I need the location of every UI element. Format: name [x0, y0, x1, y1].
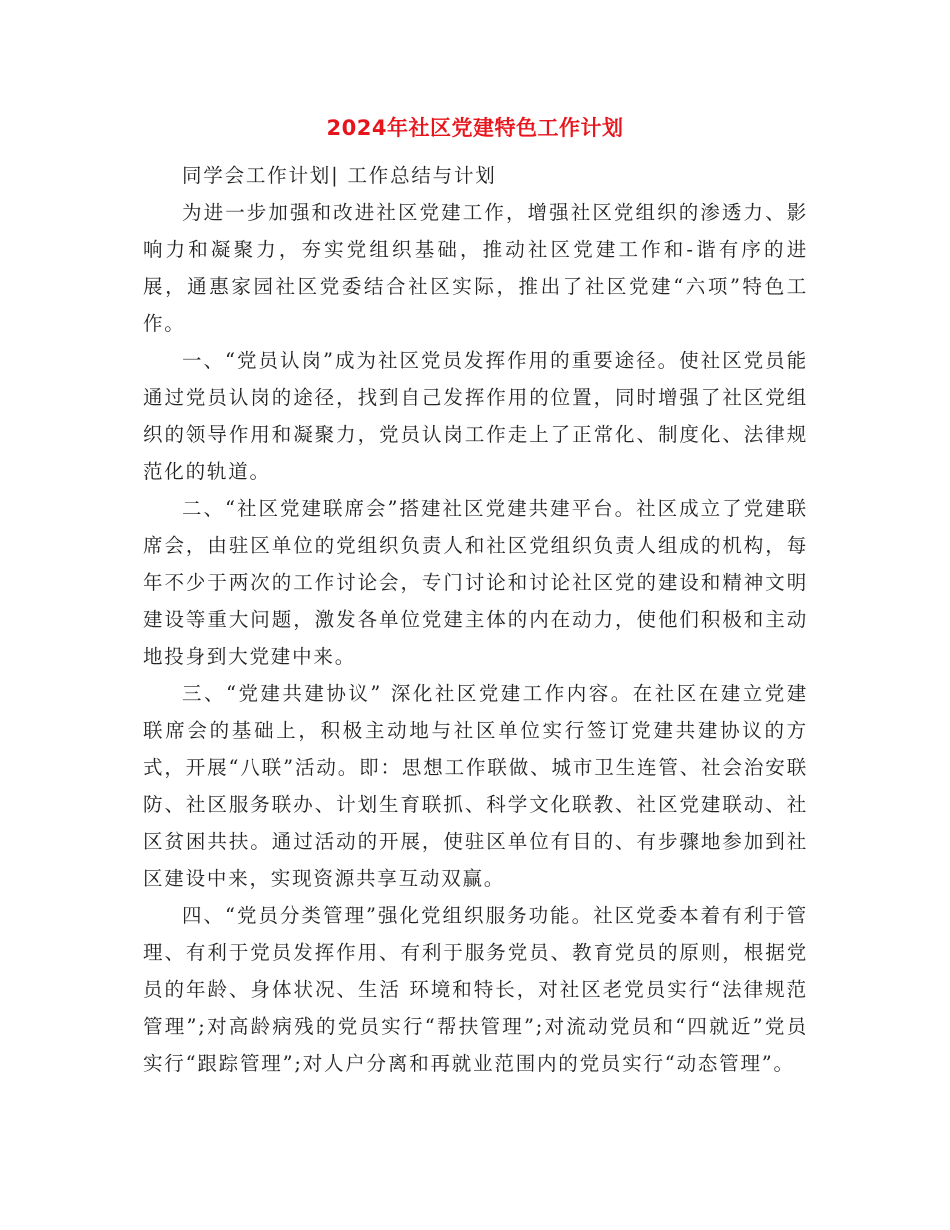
document-title: 2024年社区党建特色工作计划 — [326, 116, 624, 140]
document-body — [143, 157, 808, 1082]
paragraph-section-2: 二、“社区党建联席会”搭建社区党建共建平台。社区成立了党建联席会，由驻区单位的党组织负责人和社区党组织负责人组成的机构，每年不少于两次的工作讨论会，专门讨论和讨论社区党的建设和精神文明建设等重大问题，激发各单位党建主体的内在动力，使他们积极和主动地投身到大党建中来。 — [143, 497, 808, 668]
paragraph-section-3: 三、“党建共建协议” 深化社区党建工作内容。在社区在建立党建联席会的基础上，积极主动地与社区单位实行签订党建共建协议的方式，开展“八联”活动。即：思想工作联做、城市卫生连管、社会治安联防、社区服务联办、计划生育联抓、科学文化联教、社区党建联动、社区贫困共扶。通过活动的开展，使驻区单位有目的、有步骤地参加到社区建设中来，实现资源共享互动双赢。 — [143, 682, 808, 890]
paragraph-section-4: 四、“党员分类管理”强化党组织服务功能。社区党委本着有利于管理、有利于党员发挥作用、有利于服务党员、教育党员的原则，根据党员的年龄、身体状况、生活 环境和特长，对社区老党员实行“法律规范管理”;对高龄病残的党员实行“帮扶管理”;对流动党员和“四就近”党员实行“跟踪管理”;对人户分离和再就业范围内的党员实行“动态管理”。 — [143, 904, 808, 1075]
paragraph-section-1: 一、“党员认岗”成为社区党员发挥作用的重要途径。使社区党员能通过党员认岗的途径，找到自己发挥作用的位置，同时增强了社区党组织的领导作用和凝聚力，党员认岗工作走上了正常化、制度化、法律规范化的轨道。 — [143, 349, 808, 483]
paragraph-intro: 为进一步加强和改进社区党建工作，增强社区党组织的渗透力、影响力和凝聚力，夯实党组织基础，推动社区党建工作和-谐有序的进展，通惠家园社区党委结合社区实际，推出了社区党建“六项”特色工作。 — [143, 201, 808, 335]
document-subtitle: 同学会工作计划| 工作总结与计划 — [182, 164, 497, 187]
